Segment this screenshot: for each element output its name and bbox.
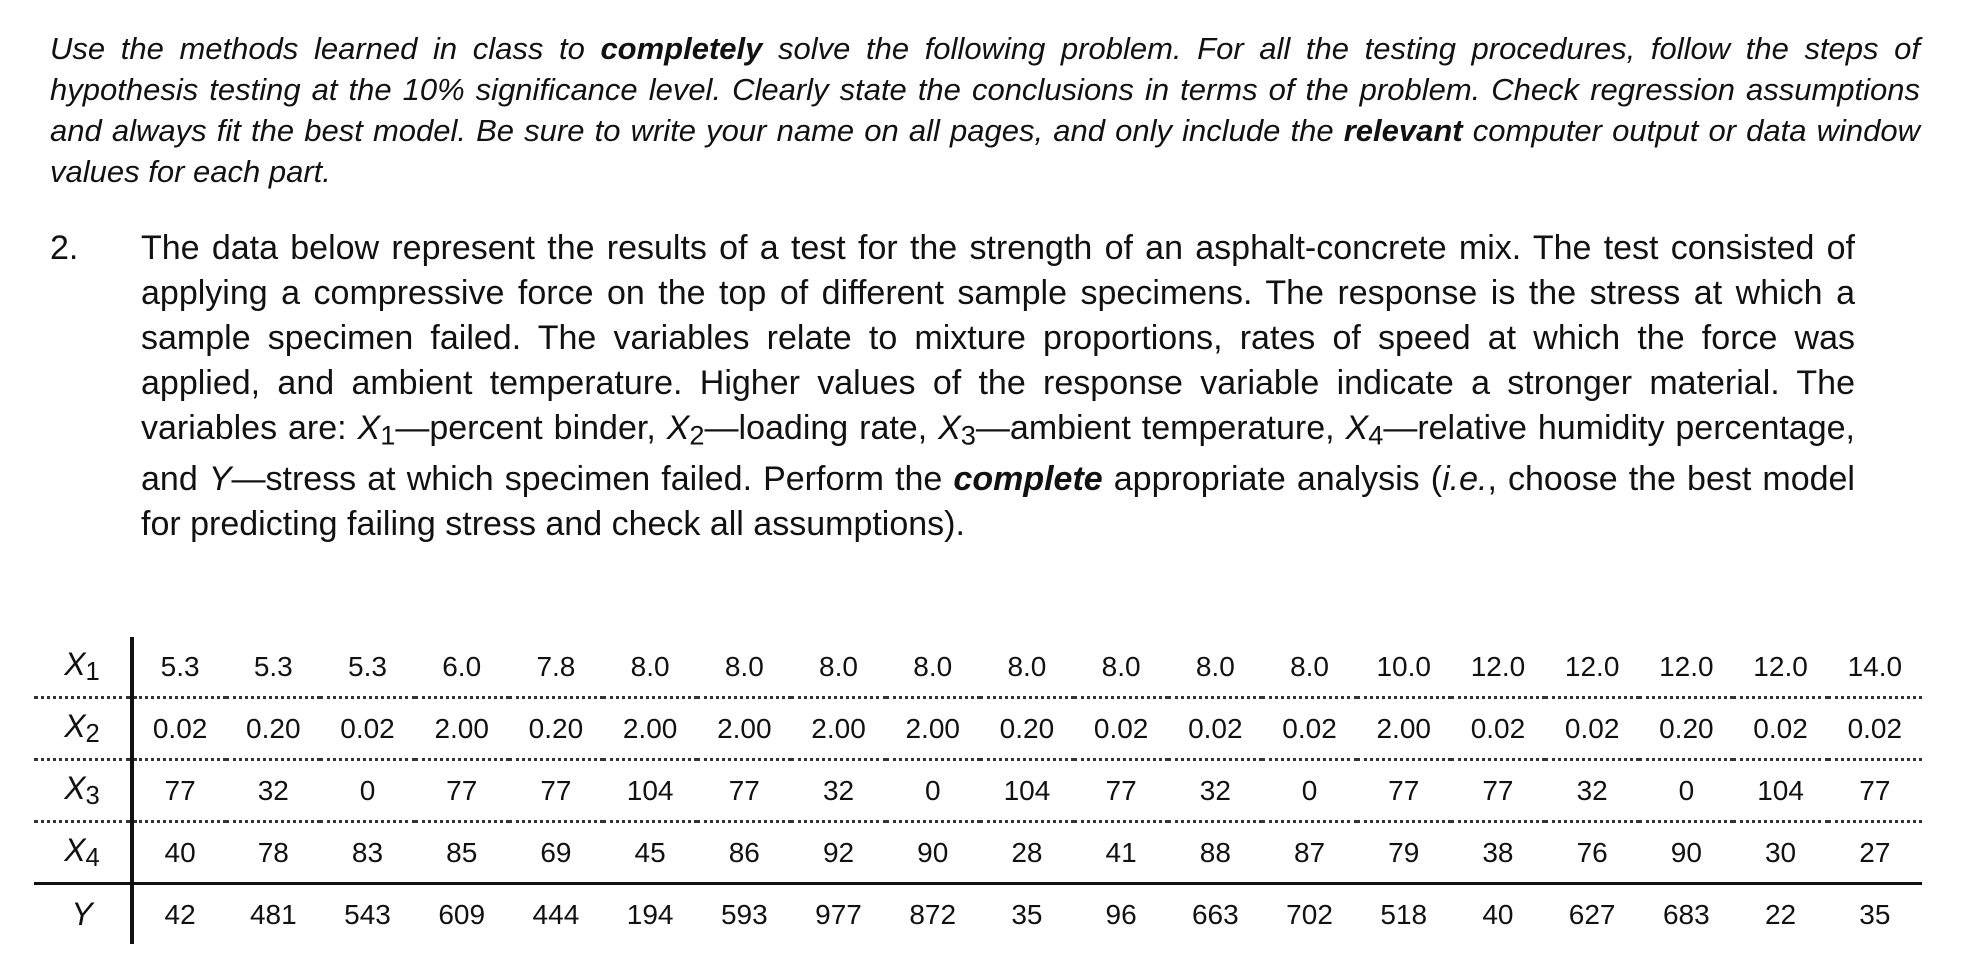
table-cell: 2.00	[415, 698, 509, 760]
table-cell: 77	[1828, 760, 1922, 822]
table-cell: 8.0	[1168, 637, 1262, 698]
table-cell: 69	[509, 822, 603, 884]
table-cell: 28	[980, 822, 1074, 884]
variable-x1-inline: $X_1$	[357, 409, 396, 451]
table-cell: 32	[1168, 760, 1262, 822]
table-cell: 609	[438, 898, 486, 930]
table-cell: 543	[344, 898, 391, 930]
table-cell: 32	[791, 760, 885, 822]
table-cell: 77	[132, 760, 226, 822]
table-cell: 0.02	[1545, 698, 1639, 760]
data-table	[34, 637, 1922, 944]
table-cell: 83	[320, 822, 414, 884]
table-cell: 77	[509, 760, 603, 822]
problem-text-1: The data below represent the results of a test for the strength of an asphalt-concrete mix. The test consisted of applying a compressive force on the top of different sample specimens. The response is the stress at which a sample specimen failed. The variables relate to mixture proportions, rates of speed at which the force was applied, and ambient temperature. Higher values of the response variable indicate a stronger material. The variables are:	[141, 229, 1855, 447]
variable-y-inline: Y	[208, 460, 232, 499]
table-row-y	[34, 884, 1922, 945]
table-cell: 92	[791, 822, 885, 884]
table-cell: 0	[1639, 760, 1733, 822]
table-cell: 78	[226, 822, 320, 884]
table-cell: 90	[886, 822, 980, 884]
problem-ie: i.e.	[1442, 460, 1488, 499]
table-cell: 0.20	[1639, 698, 1733, 760]
table-cell: 77	[1074, 760, 1168, 822]
table-row-x2	[34, 698, 1922, 760]
table-cell: 10.0	[1357, 637, 1451, 698]
table-cell: 5.3	[132, 637, 226, 698]
table-cell: 0.02	[320, 698, 414, 760]
variable-x4-inline: $X_4$	[1345, 409, 1384, 451]
table-cell: 35	[1011, 898, 1043, 930]
table-cell: 27	[1828, 822, 1922, 884]
table-cell: 87	[1262, 822, 1356, 884]
y-description: —stress at which specimen failed. Perform the	[231, 460, 954, 499]
table-cell: 86	[697, 822, 791, 884]
table-cell: 14.0	[1828, 637, 1922, 698]
table-cell: 0.02	[1262, 698, 1356, 760]
table-cell: 12.0	[1451, 637, 1545, 698]
table-cell: 444	[532, 898, 580, 930]
table-cell: 702	[1286, 898, 1333, 930]
table-cell: 88	[1168, 822, 1262, 884]
table-cell: 2.00	[791, 698, 885, 760]
table-cell: 77	[415, 760, 509, 822]
x2-description: —loading rate,	[704, 409, 939, 447]
row-header-y: Y	[34, 884, 132, 945]
instructions-emphasis-relevant: relevant	[1343, 113, 1463, 148]
table-cell: 663	[1191, 898, 1239, 930]
problem-emphasis-complete: complete	[953, 460, 1103, 499]
table-cell: 6.0	[415, 637, 509, 698]
table-cell: 977	[815, 898, 862, 930]
table-cell: 2.00	[1357, 698, 1451, 760]
table-cell: 627	[1568, 898, 1616, 930]
table-cell: 77	[697, 760, 791, 822]
instructions-text-3: computer output or data window values for each part.	[50, 113, 1920, 189]
table-cell: 76	[1545, 822, 1639, 884]
table-cell: 518	[1380, 898, 1428, 930]
row-header-x4: $X_4$	[34, 822, 132, 884]
table-cell: 0	[886, 760, 980, 822]
table-cell: 104	[1733, 760, 1827, 822]
table-cell: 0.20	[980, 698, 1074, 760]
problem-text-3: , choose the best model for predicting failing stress and check all assumptions).	[141, 460, 1855, 544]
table-cell: 593	[720, 898, 768, 930]
row-header-x1: $X_1$	[34, 637, 132, 698]
table-cell: 872	[909, 898, 957, 930]
instructions-text-2: solve the following problem. For all the testing procedures, follow the steps of hypothesis testing at the 10% significance level. Clearly state the conclusions in terms of the problem. Check regression assumptions and always fit the best model. Be sure to write your name on all pages, and only include the	[50, 31, 1920, 148]
table-cell: 2.00	[886, 698, 980, 760]
table-cell: 32	[226, 760, 320, 822]
table-cell: 8.0	[1074, 637, 1168, 698]
table-cell: 8.0	[697, 637, 791, 698]
table-cell: 41	[1074, 822, 1168, 884]
table-cell: 8.0	[791, 637, 885, 698]
table-cell: 12.0	[1639, 637, 1733, 698]
table-cell: 0.02	[1074, 698, 1168, 760]
table-cell: 2.00	[603, 698, 697, 760]
problem-text-2: appropriate analysis (	[1102, 460, 1443, 499]
table-cell: 194	[626, 898, 674, 930]
table-cell: 104	[980, 760, 1074, 822]
table-cell: 96	[1105, 898, 1137, 930]
table-cell: 8.0	[1262, 637, 1356, 698]
table-cell: 42	[164, 898, 196, 930]
table-cell: 85	[415, 822, 509, 884]
table-cell: 683	[1662, 898, 1710, 930]
table-cell: 45	[603, 822, 697, 884]
table-cell: 2.00	[697, 698, 791, 760]
table-cell: 12.0	[1733, 637, 1827, 698]
table-cell: 35	[1859, 898, 1891, 930]
table-cell: 40	[132, 822, 226, 884]
problem-statement	[141, 226, 1855, 547]
table-cell: 38	[1451, 822, 1545, 884]
instructions-paragraph	[50, 28, 1920, 192]
instructions-emphasis-completely: completely	[600, 31, 763, 66]
table-cell: 8.0	[603, 637, 697, 698]
x1-description: —percent binder,	[395, 409, 667, 447]
row-header-x2: $X_2$	[34, 698, 132, 760]
table-cell: 8.0	[886, 637, 980, 698]
table-cell: 5.3	[320, 637, 414, 698]
table-cell: 104	[603, 760, 697, 822]
table-cell: 12.0	[1545, 637, 1639, 698]
table-cell: 0	[320, 760, 414, 822]
table-cell: 79	[1357, 822, 1451, 884]
table-row-x1	[34, 637, 1922, 698]
table-cell: 0.02	[1733, 698, 1827, 760]
table-row-x4	[34, 822, 1922, 884]
table-cell: 0.20	[226, 698, 320, 760]
problem-number: 2.	[50, 229, 79, 267]
x4-description: —relative humidity percentage, and	[141, 409, 1855, 499]
variable-x3-inline: $X_3$	[938, 409, 976, 451]
table-cell: 22	[1764, 898, 1797, 930]
instructions-text-1: Use the methods learned in class to	[50, 31, 601, 66]
table-cell: 30	[1733, 822, 1827, 884]
table-cell: 90	[1639, 822, 1733, 884]
table-cell: 0.02	[1451, 698, 1545, 760]
table-cell: 481	[249, 898, 297, 930]
table-cell: 8.0	[980, 637, 1074, 698]
table-cell: 7.8	[509, 637, 603, 698]
table-cell: 77	[1451, 760, 1545, 822]
table-cell: 5.3	[226, 637, 320, 698]
table-cell: 0	[1262, 760, 1356, 822]
table-cell: 0.02	[1168, 698, 1262, 760]
table-cell: 0.20	[509, 698, 603, 760]
table-cell: 32	[1545, 760, 1639, 822]
table-cell: 0.02	[1828, 698, 1922, 760]
row-header-x3: $X_3$	[34, 760, 132, 822]
table-cell: 77	[1357, 760, 1451, 822]
table-cell: 40	[1482, 898, 1514, 930]
table-cell: 0.02	[132, 698, 226, 760]
table-row-x3	[34, 760, 1922, 822]
variable-x2-inline: $X_2$	[666, 409, 705, 451]
x3-description: —ambient temperature,	[975, 409, 1346, 447]
